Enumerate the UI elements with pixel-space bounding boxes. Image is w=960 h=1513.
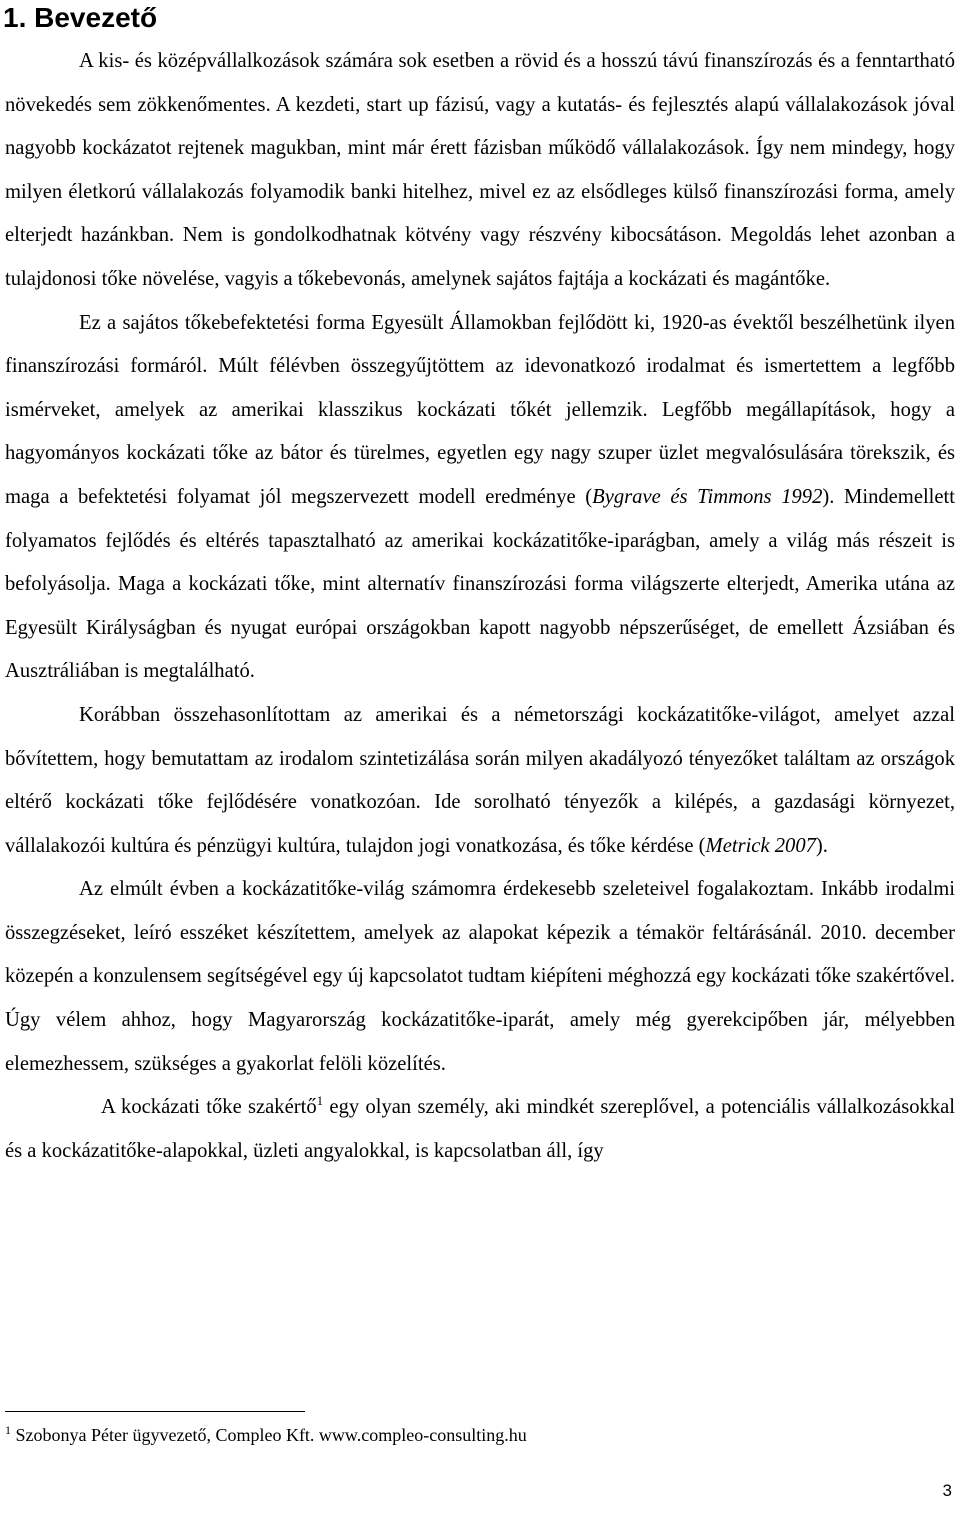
- footnote-text: Szobonya Péter ügyvezető, Compleo Kft. www.compleo-consulting.hu: [11, 1425, 527, 1445]
- section-heading: 1. Bevezető: [3, 2, 158, 33]
- paragraph-text: A kis- és középvállalkozások számára sok esetben a rövid és a hosszú távú finanszírozás és a fenntartható növekedés sem zökkenőmentes. A kezdeti, start up fázisú, vagy a kutatás- és fejlesztés alapú vállalakozások jóval nagyobb kockázatot rejtenek magukban, mint már érett fázisban működő vállalakozások. Így nem mindegy, hogy milyen életkorú vállalakozás folyamodik banki hitelhez, mivel ez az elsődleges külső finanszírozási forma, amely elterjedt hazánkban. Nem is gondolkodhatnak kötvény vagy részvény kibocsátáson. Megoldás lehet azonban a tulajdonosi tőke növelése, vagyis a tőkebevonás, amelynek sajátos fajtája a kockázati és magántőke.: [5, 50, 955, 290]
- paragraph-text: Az elmúlt évben a kockázatitőke-világ számomra érdekesebb szeleteivel fogalakoztam. Inkább irodalmi összegzéseket, leíró esszéket készítettem, amelyek az alapokat képezik a témakör feltárásánál. 2010. december közepén a konzulensem segítségével egy új kapcsolatot tudtam kiépíteni méghozzá egy kockázati tőke szakértővel. Úgy vélem ahhoz, hogy Magyarország kockázatitőke-iparát, amely még gyerekcipőben jár, mélyebben elemezhessem, szükséges a gyakorlat felöli közelítés.: [5, 878, 955, 1075]
- paragraph: [5, 694, 955, 868]
- body-text: [5, 40, 955, 1173]
- paragraph-text: ). Mindemellett folyamatos fejlődés és eltérés tapasztalható az amerikai kockázatitőke-iparágban, amely a világ más részeit is befolyásolja. Maga a kockázati tőke, mint alternatív finanszírozási forma világszerte elterjedt, Amerika utána az Egyesült Királyságban és nyugat európai országokban kapott nagyobb népszerűséget, de emellett Ázsiában és Ausztráliában is megtalálható.: [5, 485, 955, 683]
- paragraph: [5, 1086, 955, 1173]
- citation: Bygrave és Timmons 1992: [592, 485, 823, 508]
- paragraph-text: A kockázati tőke szakértő: [101, 1096, 317, 1119]
- footnote-reference: 1: [316, 1093, 324, 1109]
- paragraph: [5, 868, 955, 1086]
- page-number: 3: [942, 1481, 952, 1500]
- citation: Metrick 2007: [705, 834, 816, 857]
- footnote: [5, 1422, 905, 1448]
- footnote-divider: [5, 1411, 305, 1412]
- paragraph-text: Korábban összehasonlítottam az amerikai és a németországi kockázatitőke-világot, amelyet azzal bővítettem, hogy bemutattam az irodalom szintetizálása során milyen akadályozó tényezőket találtam az országok eltérő kockázati tőke fejlődésére vonatkozóan. Ide sorolható tényezők a kilépés, a gazdasági környezet, vállalakozói kultúra és pénzügyi kultúra, tulajdon jogi vonatkozása, és tőke kérdése (: [5, 703, 955, 857]
- footnote-marker: 1: [5, 1423, 11, 1437]
- paragraph-text: egy olyan személy, aki mindkét szereplővel, a potenciális vállalkozásokkal és a kockázatitőke-alapokkal, üzleti angyalokkal, is kapcsolatban áll, így: [5, 1096, 955, 1162]
- paragraph-text: Ez a sajátos tőkebefektetési forma Egyesült Államokban fejlődött ki, 1920-as évektől beszélhetünk ilyen finanszírozási formáról. Múlt félévben összegyűjtöttem az idevonatkozó irodalmat és ismertettem a legfőbb ismérveket, amelyek az amerikai klasszikus kockázati tőkét jellemzik. Legfőbb megállapítások, hogy a hagyományos kockázati tőke az bátor és türelmes, egyetlen egy nagy szuper üzlet megvalósulására törekszik, és maga a befektetési folyamat jól megszervezett modell eredménye (: [5, 311, 955, 508]
- paragraph-text: ).: [815, 834, 828, 857]
- paragraph: [5, 40, 955, 302]
- paragraph: [5, 302, 955, 694]
